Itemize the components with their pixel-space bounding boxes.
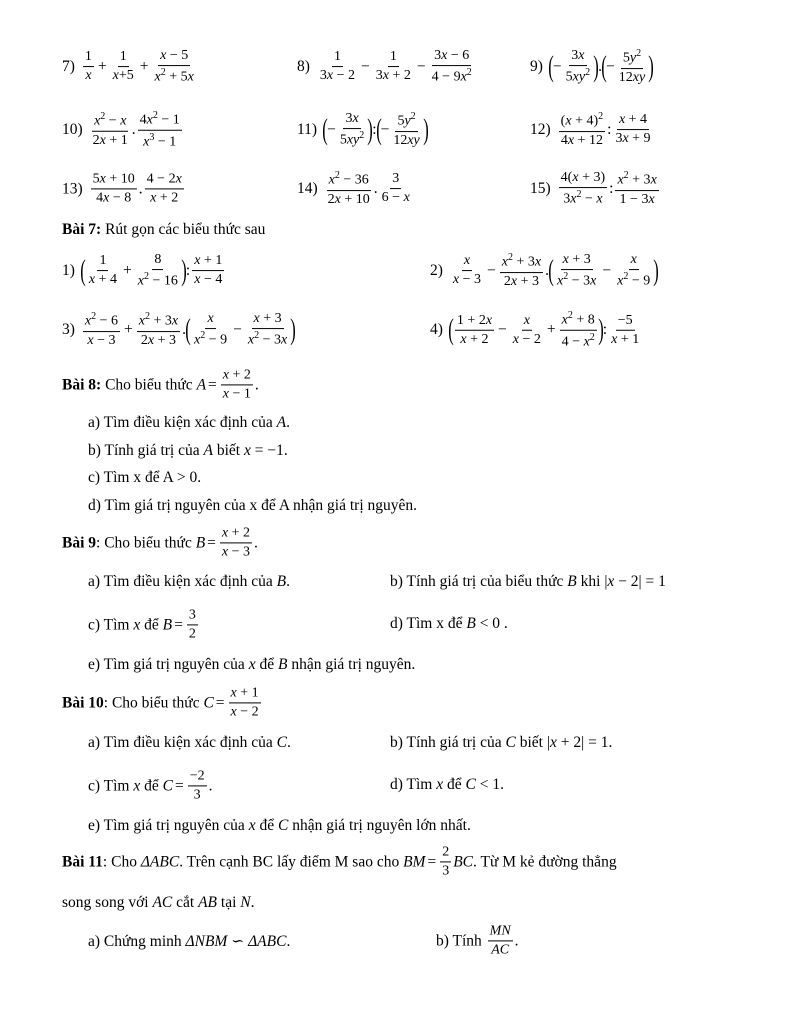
item-14: 14) $\frac{x^2 - 36}{2x + 10}$ . $\frac{3}{6 - x}$ — [297, 170, 410, 207]
bai10-b-text: b) Tính giá trị của — [390, 734, 502, 751]
bai11-b: b) Tính $\frac{MN}{AC}$ . — [436, 923, 519, 958]
item-label: 13) — [62, 180, 83, 197]
bai11-line2b: cắt — [176, 894, 195, 911]
bai10-d-mid: để — [446, 776, 462, 793]
bai10-d-text: d) Tìm — [390, 776, 433, 793]
item-label: 8) — [297, 58, 310, 75]
bai8-d: d) Tìm giá trị nguyên của x để A nhận giá trị nguyên. — [88, 497, 418, 514]
bai8-c: c) Tìm x để A > 0. — [88, 469, 202, 486]
bai9-e-mid: để — [259, 656, 275, 673]
item-label: 10) — [62, 121, 83, 138]
bai10-a: a) Tìm điều kiện xác định của C. — [88, 734, 291, 751]
bai7-item-2: 2) $\frac{x}{x - 3}$ − $\frac{x^2 + 3x}{2x + 3}$ . ( $\frac{x + 3}{x^2 - 3x}$ − $\frac{x}{x^2 - 9}$ ) — [430, 252, 659, 289]
bai11-a-text: a) Chứng minh — [88, 933, 182, 950]
item-9: 9) ( − $\frac{3x}{5xy^2}$ ) . ( − $\frac{5y^2}{12xy}$ ) — [530, 48, 654, 85]
bai9-a-text: a) Tìm điều kiện xác định của — [88, 573, 273, 590]
bai10-b: b) Tính giá trị của C biết |x + 2| = 1. — [390, 734, 613, 751]
bai9-d: d) Tìm x để B < 0 . — [390, 615, 508, 632]
bai10-e: e) Tìm giá trị nguyên của x để C nhận giá trị nguyên lớn nhất. — [88, 817, 471, 834]
bai10-a-text: a) Tìm điều kiện xác định của — [88, 734, 273, 751]
item-12: 12) $\frac{(x + 4)^2}{4x + 12}$ : $\frac{x + 4}{3x + 9}$ — [530, 111, 651, 148]
item-13: 13) $\frac{5x + 10}{4x - 8}$ . $\frac{4 - 2x}{x + 2}$ — [62, 171, 182, 206]
bai8-a: a) Tìm điều kiện xác định của A. — [88, 414, 291, 431]
item-label: 7) — [62, 58, 75, 75]
bai9-e: e) Tìm giá trị nguyên của x để B nhận giá trị nguyên. — [88, 656, 416, 673]
item-11: 11) ( − $\frac{3x}{5xy^2}$ ) : ( − $\frac{5y^2}{12xy}$ ) — [297, 111, 429, 148]
bai9-c-text: c) Tìm — [88, 616, 130, 633]
bai8-b-mid: biết — [216, 442, 241, 459]
bai11-line2: song song với AC cắt AB tại N. — [62, 894, 255, 911]
bai9-heading: Bài 9 : Cho biểu thức B = $\frac{x + 2}{x - 3}$ . — [62, 525, 258, 560]
item-10: 10) $\frac{x^2 - x}{2x + 1}$ . $\frac{4x^2 - 1}{x^3 - 1}$ — [62, 109, 180, 150]
bai7-heading — [62, 221, 265, 239]
bai9-intro: : Cho biểu thức — [96, 534, 192, 551]
bai7-item-3: 3) $\frac{x^2 - 6}{x - 3}$ + $\frac{x^2 + 3x}{2x + 3}$ . ( $\frac{x}{x^2 - 9}$ − $\frac{x + 3}{x^2 - 3x}$ ) — [62, 311, 296, 348]
item-8: 8) $\frac{1}{3x - 2}$ − $\frac{1}{3x + 2}$ − $\frac{3x - 6}{4 - 9x^2}$ — [297, 48, 472, 85]
bai10-c: c) Tìm x để C = $\frac{-2}{3}$ . — [88, 768, 213, 803]
bai11-a: a) Chứng minh ΔNBM ∽ ΔABC. — [88, 933, 291, 950]
bai9-c: c) Tìm x để B = $\frac{3}{2}$ — [88, 607, 196, 642]
bai8-b: b) Tính giá trị của A biết x = −1. — [88, 442, 288, 459]
bai11-title: Bài 11 — [62, 853, 103, 870]
bai11-intro: : Cho — [102, 853, 137, 870]
bai11-mid: . Trên cạnh BC lấy điểm M sao cho — [179, 853, 400, 870]
item-15: 15) $\frac{4(x + 3)}{3x^2 - x}$ : $\frac{x^2 + 3x}{1 - 3x}$ — [530, 170, 657, 207]
bai9-title: Bài 9 — [62, 534, 97, 551]
bai8-title: Bài 8: — [62, 376, 102, 393]
bai7-title: Bài 7: — [62, 221, 102, 238]
item-label: 9) — [530, 58, 543, 75]
bai8-a-text: a) Tìm điều kiện xác định của — [88, 414, 273, 431]
bai8-intro: Cho biểu thức — [105, 376, 193, 393]
bai10-heading: Bài 10 : Cho biểu thức C = $\frac{x + 1}{x - 2}$ — [62, 685, 259, 720]
bai8-b-text: b) Tính giá trị của — [88, 442, 200, 459]
item-label: 14) — [297, 180, 318, 197]
bai7-text: Rút gọn các biểu thức sau — [105, 221, 266, 238]
bai9-b-text: b) Tính giá trị của biểu thức — [390, 573, 564, 590]
bai11-heading: Bài 11 : Cho ΔABC . Trên cạnh BC lấy điểm M sao cho BM = $\frac{2}{3}$ BC . Từ M kẻ đường thẳng — [62, 844, 617, 879]
bai9-d-text: d) Tìm x để — [390, 615, 463, 632]
item-label: 2) — [430, 262, 443, 279]
bai11-line2c: tại — [220, 894, 237, 911]
bai10-c-mid: để — [144, 777, 159, 794]
item-label: 12) — [530, 121, 551, 138]
bai9-c-mid: để — [144, 616, 159, 633]
bai10-intro: : Cho biểu thức — [103, 694, 200, 711]
bai10-e-mid: để — [259, 817, 275, 834]
item-label: 1) — [62, 262, 75, 279]
bai9-b-mid: khi — [580, 573, 601, 590]
item-label: 11) — [297, 121, 318, 138]
item-7: 7) $\frac{1}{x}$ + $\frac{1}{x+5}$ + $\frac{x - 5}{x^2 + 5x}$ — [62, 48, 194, 85]
bai10-b-mid: biết — [519, 734, 543, 751]
item-label: 3) — [62, 321, 75, 338]
item-label: 15) — [530, 180, 551, 197]
bai9-a: a) Tìm điều kiện xác định của B. — [88, 573, 291, 590]
bai7-item-1: 1) ( $\frac{1}{x + 4}$ + $\frac{8}{x^2 - 16}$ ) : $\frac{x + 1}{x - 4}$ — [62, 252, 223, 289]
bai9-b: b) Tính giá trị của biểu thức B khi |x − 2| = 1 — [390, 573, 666, 590]
bai10-d: d) Tìm x để C < 1. — [390, 776, 504, 793]
bai11-b-text: b) Tính — [436, 932, 482, 949]
bai11-end: . Từ M kẻ đường thẳng — [473, 853, 617, 870]
bai9-e-text: e) Tìm giá trị nguyên của — [88, 656, 245, 673]
bai10-title: Bài 10 — [62, 694, 104, 711]
bai8-heading: Bài 8: Cho biểu thức A = $\frac{x + 2}{x - 1}$ . — [62, 367, 259, 402]
bai10-c-text: c) Tìm — [88, 777, 130, 794]
bai10-e-text: e) Tìm giá trị nguyên của — [88, 817, 245, 834]
item-label: 4) — [430, 321, 443, 338]
bai9-e-end: nhận giá trị nguyên. — [291, 656, 416, 673]
bai7-item-4: 4) ( $\frac{1 + 2x}{x + 2}$ − $\frac{x}{x - 2}$ + $\frac{x^2 + 8}{4 - x^2}$ ) : $\frac{-5}{x + 1}$ — [430, 309, 640, 350]
bai11-line2a: song song với — [62, 894, 149, 911]
bai10-e-end: nhận giá trị nguyên lớn nhất. — [292, 817, 471, 834]
